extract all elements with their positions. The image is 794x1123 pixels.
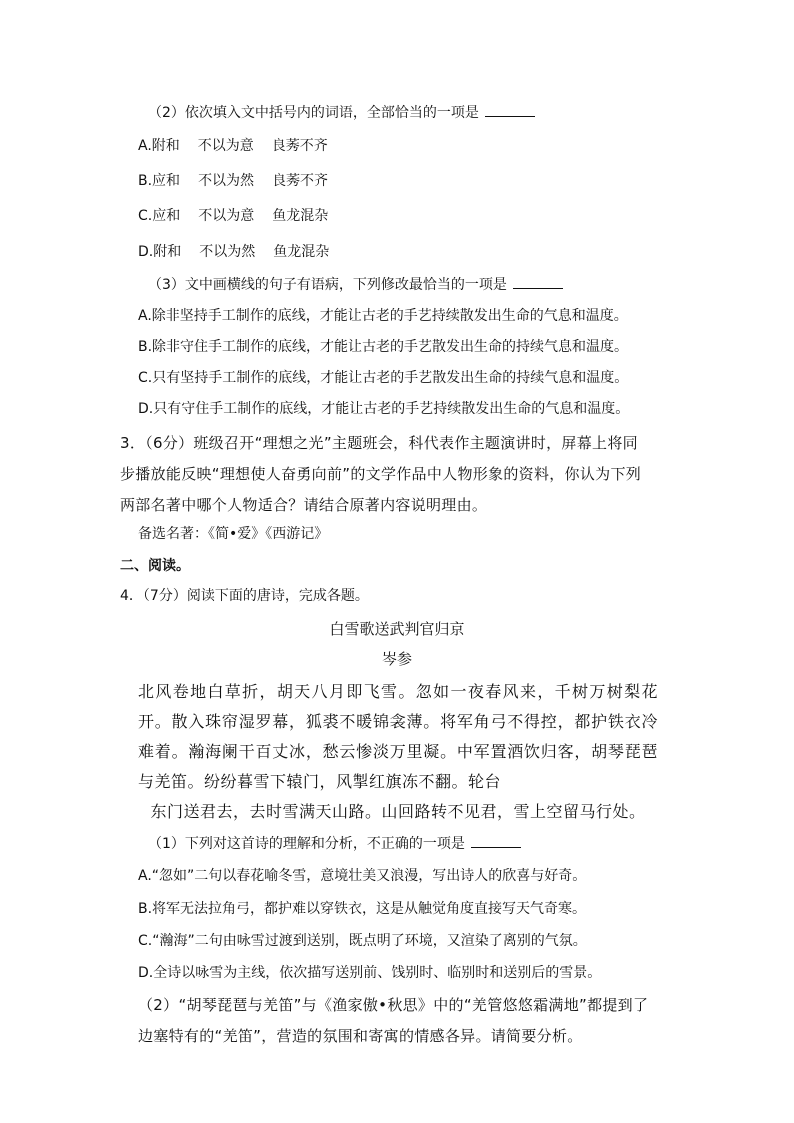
option-a: A.除非坚持手工制作的底线，才能让古老的手艺持续散发出生命的气息和温度。 (138, 308, 628, 324)
question-3-sub-stem (148, 275, 563, 295)
option-d: D.只有守住手工制作的底线，才能让古老的手艺持续散发出生命的气息和温度。 (138, 401, 630, 417)
answer-blank (513, 276, 563, 289)
option-c: C.只有坚持手工制作的底线，才能让古老的手艺散发出生命的持续气息和温度。 (138, 370, 629, 386)
stem-text: （1）下列对这首诗的理解和分析，不正确的一项是 (148, 836, 465, 852)
poem-body (138, 677, 658, 827)
option-d: D.全诗以咏雪为主线，依次描写送别前、饯别时、临别时和送别后的雪景。 (138, 965, 602, 981)
option-d (138, 242, 329, 262)
book-options: 备选名著：《简•爱》《西游记》 (138, 526, 329, 542)
question-4-sub-2: （2）“胡琴琵琶与羌笛”与《渔家傲•秋思》中的“羌管悠悠霜满地”都提到了边塞特有的“羌笛”，营造的氛围和寄寓的情感各异。请简要分析。 (138, 996, 649, 1045)
option-word-1: A.附和 (138, 138, 180, 154)
option-c: C.“瀚海”二句由咏雪过渡到送别，既点明了环境，又渲染了离别的气氛。 (138, 933, 587, 949)
option-a (138, 136, 328, 156)
option-a: A.“忽如”二句以春花喻冬雪，意境壮美又浪漫，写出诗人的欣喜与好奇。 (138, 868, 587, 884)
option-word-1: B.应和 (138, 173, 181, 189)
poem-last-line: 东门送君去，去时雪满天山路。山回路转不见君，雪上空留马行处。 (150, 802, 646, 821)
option-word-1: D.附和 (138, 244, 182, 260)
question-3-text: 3．（6分）班级召开“理想之光”主题班会，科代表作主题演讲时，屏幕上将同步播放能反映“理想使人奋勇向前”的文学作品中人物形象的资料，你认为下列两部名著中哪个人物适合？请结合原著内容说明理由。 (120, 434, 642, 514)
option-word-2: 不以为意 (198, 208, 255, 224)
option-b (138, 171, 328, 191)
question-4-sub-1-stem (148, 834, 521, 854)
section-title: 二、阅读。 (120, 558, 190, 574)
question-2-stem (148, 103, 535, 123)
stem-text: （2）依次填入文中括号内的词语，全部恰当的一项是 (148, 105, 479, 121)
option-word-2: 不以为意 (197, 138, 254, 154)
option-b: B.将军无法拉角弓，都护难以穿铁衣，这是从触觉角度直接写天气奇寒。 (138, 901, 587, 917)
stem-text: （3）文中画横线的句子有语病，下列修改最恰当的一项是 (148, 277, 507, 293)
option-word-1: C.应和 (138, 208, 181, 224)
option-word-3: 鱼龙混杂 (273, 244, 330, 260)
option-word-3: 良莠不齐 (271, 138, 328, 154)
option-word-3: 良莠不齐 (272, 173, 329, 189)
poem-title: 白雪歌送武判官归京 (329, 620, 465, 638)
option-word-3: 鱼龙混杂 (272, 208, 329, 224)
option-c (138, 206, 328, 226)
option-word-2: 不以为然 (199, 244, 256, 260)
option-b: B.除非守住手工制作的底线，才能让古老的手艺散发出生命的持续气息和温度。 (138, 339, 629, 355)
answer-blank (471, 835, 521, 848)
poem-author: 岑参 (381, 650, 412, 668)
answer-blank (485, 104, 535, 117)
option-word-2: 不以为然 (198, 173, 255, 189)
poem-text: 北风卷地白草折，胡天八月即飞雪。忽如一夜春风来，千树万树梨花开。散入珠帘湿罗幕，狐裘不暖锦衾薄。将军角弓不得控，都护铁衣冷难着。瀚海阑干百丈冰，愁云惨淡万里凝。中军置酒饮归客，胡琴琵琶与羌笛。纷纷暮雪下辕门，风掣红旗冻不翻。轮台 (138, 682, 658, 791)
question-4-intro: 4．（7分）阅读下面的唐诗，完成各题。 (120, 588, 369, 604)
